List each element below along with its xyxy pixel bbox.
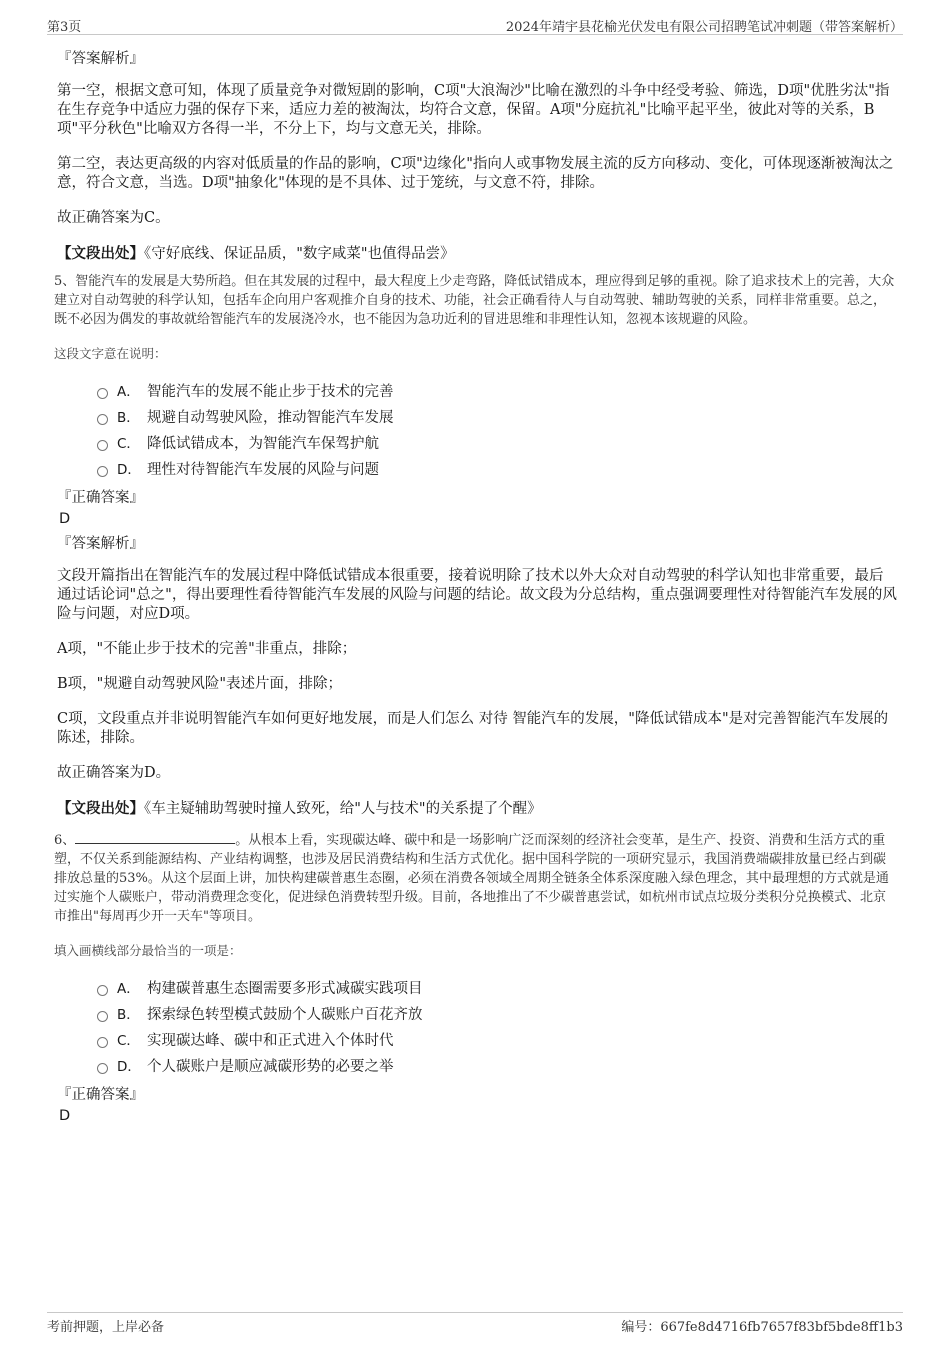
q6-prompt: 填入画横线部分最恰当的一项是： (54, 943, 242, 958)
q6-answer: D (59, 1108, 71, 1124)
q6-number: 6、 (54, 833, 76, 848)
q4-analysis-p2: 第二空，表达更高级的内容对低质量的作品的影响，C项"边缘化"指向人或事物发展主流的反方向移动、变化，可体现逐渐被淘汰之意，符合文意，当选。D项"抽象化"体现的是不具体、过于笼统，与文意不符，排除。 (57, 156, 894, 191)
q4-analysis-label: 『答案解析』 (57, 51, 144, 67)
q5-text: 智能汽车的发展是大势所趋。但在其发展的过程中，最大程度上少走弯路，降低试错成本，理应得到足够的重视。除了追求技术上的完善，大众建立对自动驾驶的科学认知，包括车企向用户客观推介自身的技术、功能，社会正确看待人与自动驾驶、辅助驾驶的关系，同样非常重要。总之，既不必因为偶发的事故就给智能汽车的发展浇冷水，也不能因为急功近利的冒进思维和非理性认知，忽视本该规避的风险。 (54, 274, 895, 327)
q5-analysis-p1: 文段开篇指出在智能汽车的发展过程中降低试错成本很重要，接着说明除了技术以外大众对自动驾驶的科学认知也非常重要，最后通过话论词"总之"，得出要理性看待智能汽车发展的风险与问题的结论。故文段为分总结构，重点强调要理性对待智能汽车发展的风险与问题，对应D项。 (57, 568, 897, 622)
document-id: 编号：667fe8d4716fb7657f83bf5bde8ff1b3 (621, 1320, 903, 1335)
q5-prompt: 这段文字意在说明： (54, 346, 167, 361)
radio-icon[interactable] (97, 1063, 108, 1074)
radio-icon[interactable] (97, 414, 108, 425)
q6-answer-label: 『正确答案』 (57, 1087, 144, 1103)
q5-option-c[interactable]: C． 降低试错成本，为智能汽车保驾护航 (97, 431, 897, 457)
fill-blank (75, 831, 235, 844)
q4-analysis-p1: 第一空，根据文意可知，体现了质量竞争对微短剧的影响，C项"大浪淘沙"比喻在激烈的斗争中经受考验、筛选，D项"优胜劣汰"指在生存竞争中适应力强的保存下来，适应力差的被淘汰，均符合文意，保留。A项"分庭抗礼"比喻平起平坐，彼此对等的关系，B项"平分秋色"比喻双方各得一半，不分上下，均与文意无关，排除。 (57, 83, 890, 137)
q5-option-d[interactable]: D． 理性对待智能汽车发展的风险与问题 (97, 457, 897, 483)
radio-icon[interactable] (97, 440, 108, 451)
page-number: 第3页 (47, 20, 82, 35)
q5-options (97, 379, 897, 483)
q5-analysis-label: 『答案解析』 (57, 536, 144, 552)
q6-option-c[interactable]: C． 实现碳达峰、碳中和正式进入个体时代 (97, 1028, 897, 1054)
footer-slogan: 考前押题，上岸必备 (47, 1320, 165, 1335)
q5-analysis-conclusion: 故正确答案为D。 (57, 765, 171, 781)
q5-source (57, 799, 897, 819)
q6-text: 。从根本上看，实现碳达峰、碳中和是一场影响广泛而深刻的经济社会变革，是生产、投资、消费和生活方式的重塑，不仅关系到能源结构、产业结构调整，也涉及居民消费结构和生活方式优化。据中国科学院的一项研究显示，我国消费端碳排放量已经占到碳排放总量的53%。从这个层面上讲，加快构建碳普惠生态圈，必须在消费各领域全周期全链条全体系深度融入绿色理念，其中最理想的方式就是通过实施个人碳账户，带动消费理念变化，促进绿色消费转型升级。目前，各地推出了不少碳普惠尝试，如杭州市试点垃圾分类积分兑换模式、北京市推出"每周再少开一天车"等项目。 (54, 833, 889, 924)
q6-option-b[interactable]: B． 探索绿色转型模式鼓励个人碳账户百花齐放 (97, 1002, 897, 1028)
radio-icon[interactable] (97, 1037, 108, 1048)
radio-icon[interactable] (97, 388, 108, 399)
document-title: 2024年靖宇县花榆光伏发电有限公司招聘笔试冲刺题（带答案解析） (505, 20, 903, 35)
q4-source (57, 244, 897, 264)
q5-analysis-p3: B项，"规避自动驾驶风险"表述片面，排除； (57, 676, 342, 692)
q5-source-text: 《车主疑辅助驾驶时撞人致死，给"人与技术"的关系提了个醒》 (144, 801, 542, 817)
q4-analysis-conclusion: 故正确答案为C。 (57, 210, 170, 226)
q5-option-b[interactable]: B． 规避自动驾驶风险，推动智能汽车发展 (97, 405, 897, 431)
page-footer (47, 1312, 903, 1337)
radio-icon[interactable] (97, 1011, 108, 1022)
document-body (54, 44, 897, 1126)
q5-analysis-p2: A项，"不能止步于技术的完善"非重点，排除； (57, 641, 357, 657)
q6-option-d[interactable]: D． 个人碳账户是顺应减碳形势的必要之举 (97, 1054, 897, 1080)
q6-options (97, 976, 897, 1080)
q5-answer: D (59, 511, 71, 527)
q5-option-a[interactable]: A． 智能汽车的发展不能止步于技术的完善 (97, 379, 897, 405)
q6-option-a[interactable]: A． 构建碳普惠生态圈需要多形式减碳实践项目 (97, 976, 897, 1002)
q4-source-label: 【文段出处】 (57, 245, 144, 262)
q5-answer-label: 『正确答案』 (57, 490, 144, 506)
radio-icon[interactable] (97, 466, 108, 477)
q6-stem (54, 831, 897, 926)
q5-source-label: 【文段出处】 (57, 800, 144, 817)
q4-source-text: 《守好底线、保证品质，"数字咸菜"也值得品尝》 (144, 246, 455, 262)
page-header (47, 14, 903, 35)
q5-number: 5、 (54, 274, 76, 289)
q5-analysis-p4: C项，文段重点并非说明智能汽车如何更好地发展，而是人们怎么 对待 智能汽车的发展，"降低试错成本"是对完善智能汽车发展的陈述，排除。 (57, 711, 889, 746)
radio-icon[interactable] (97, 985, 108, 996)
q5-stem (54, 272, 897, 329)
